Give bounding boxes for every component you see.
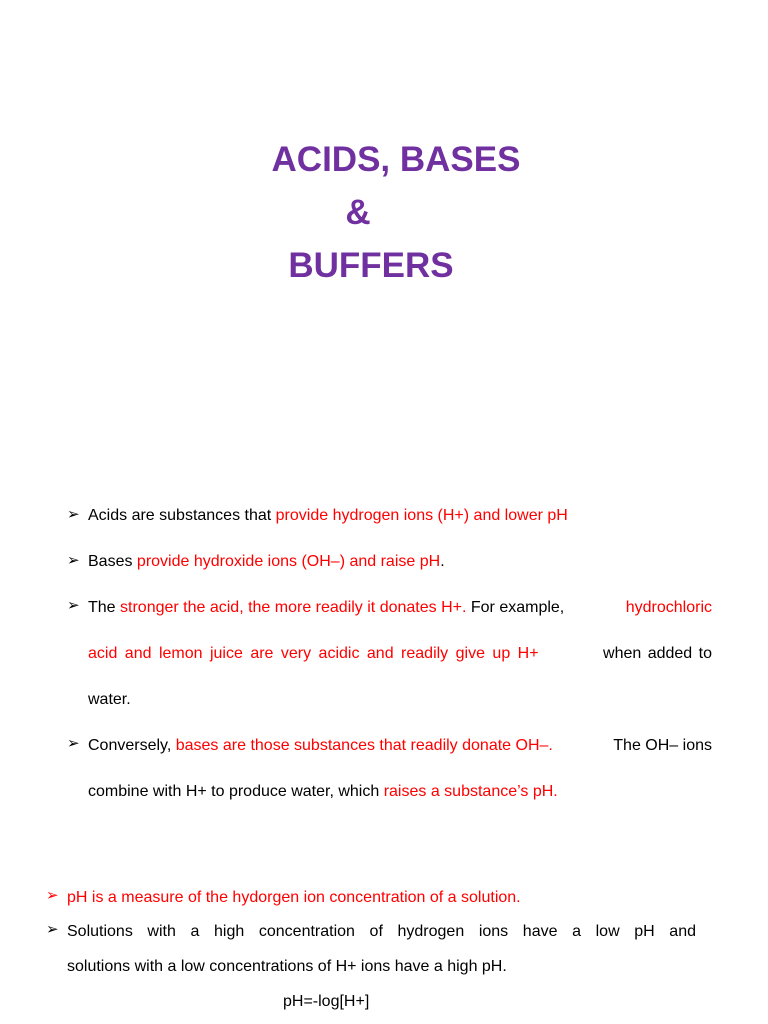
title-line-2: & — [345, 193, 371, 232]
bullet-3-highlight-3: acid and lemon juice are very acidic and readily give up H+ — [88, 645, 539, 662]
arrow-bullet-icon: ➢ — [46, 921, 59, 938]
arrow-bullet-icon: ➢ — [67, 735, 80, 752]
bullet-3-plain-1: The — [88, 599, 121, 616]
bullet-4-line-1 — [88, 738, 712, 754]
bullet-4-highlight-2: raises a substance’s pH. — [383, 783, 558, 800]
bullet-4-highlight-1: bases are those substances that readily donate OH–. — [175, 737, 553, 754]
bullet-3-line-1 — [88, 600, 712, 616]
ph-formula: pH=-log[H+] — [283, 993, 370, 1010]
arrow-bullet-icon: ➢ — [67, 552, 80, 569]
bullet-4-line-2 — [88, 784, 558, 800]
bullet-4-plain-1: Conversely, — [88, 737, 176, 754]
arrow-bullet-icon: ➢ — [46, 887, 59, 904]
bullet-3-line-1-left — [88, 600, 564, 616]
bullet-1-text — [88, 508, 568, 524]
bullet-1-plain: Acids are substances that — [88, 507, 276, 524]
bullet-3-highlight-2: hydrochloric — [625, 599, 712, 616]
bullet-2-plain: Bases — [88, 553, 137, 570]
bullet-2-period: . — [440, 553, 445, 570]
bullet-4-plain-2: The OH– ions — [613, 737, 712, 754]
title-line-3: BUFFERS — [288, 246, 454, 285]
bullet-3-line-3: water. — [88, 691, 131, 708]
ph-explanation-line-1: Solutions with a high concentration of hydrogen ions have a low pH and — [67, 923, 696, 940]
bullet-3-highlight-1: stronger the acid, the more readily it donates H+. — [120, 599, 467, 616]
bullet-3-plain-2: For example, — [466, 599, 565, 616]
bullet-4-plain-3: combine with H+ to produce water, which — [88, 783, 384, 800]
arrow-bullet-icon: ➢ — [67, 597, 80, 614]
bullet-4-line-1-left — [88, 738, 553, 754]
bullet-2-highlight: provide hydroxide ions (OH–) and raise pH — [136, 553, 441, 570]
ph-definition: pH is a measure of the hydorgen ion concentration of a solution. — [67, 889, 521, 906]
bullet-3-line-2 — [88, 646, 712, 662]
bullet-3-plain-3: when added to — [603, 645, 712, 662]
arrow-bullet-icon: ➢ — [67, 506, 80, 523]
bullet-2-text — [88, 554, 445, 570]
title-line-1: ACIDS, BASES — [271, 140, 521, 179]
ph-explanation-line-2: solutions with a low concentrations of H+ ions have a high pH. — [67, 958, 507, 975]
bullet-1-highlight: provide hydrogen ions (H+) and lower pH — [275, 507, 568, 524]
